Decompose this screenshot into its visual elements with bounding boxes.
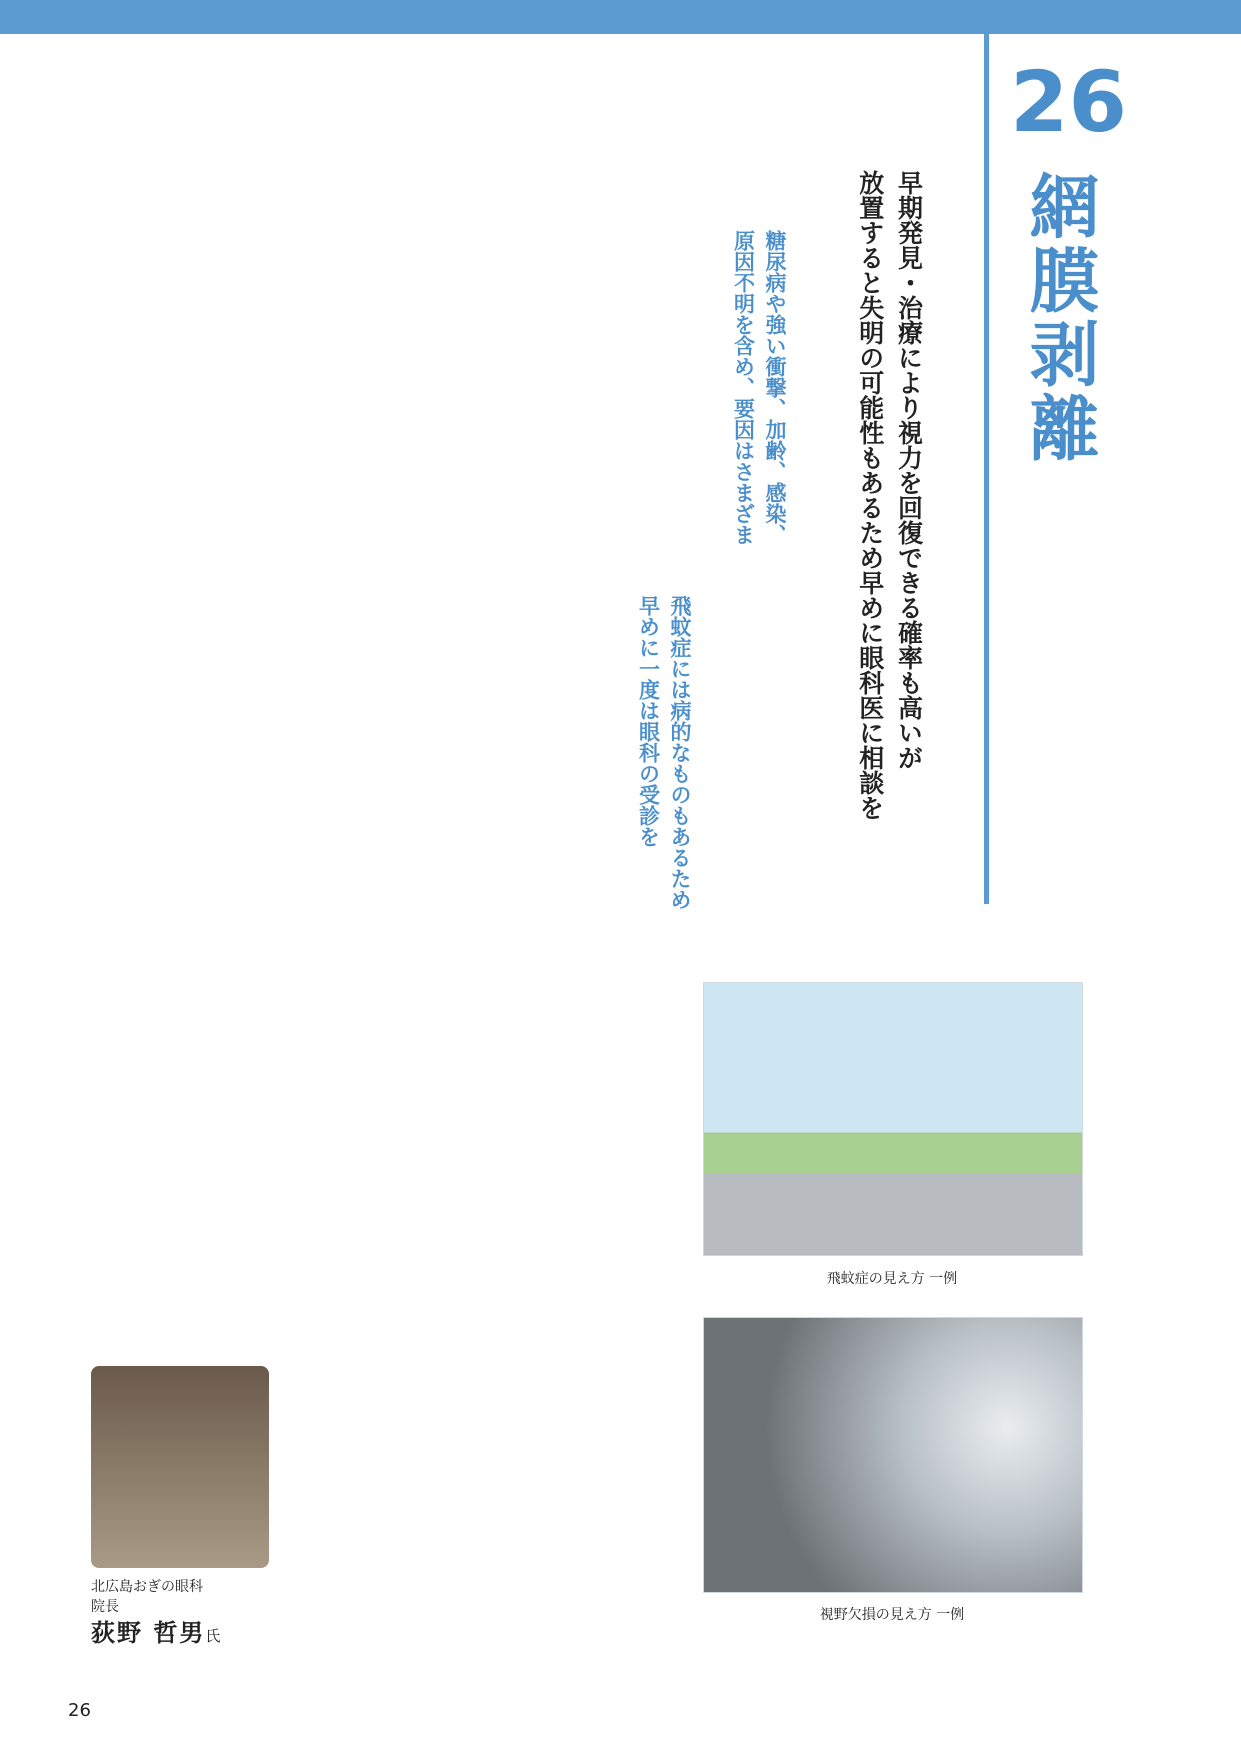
article-number: 26 xyxy=(1010,53,1127,151)
floaters-illustration xyxy=(703,982,1083,1256)
section-heading-floaters-line-2: 早めに一度は眼科の受診を xyxy=(636,595,661,847)
doctor-name: 荻野 哲男 xyxy=(91,1619,206,1648)
doctor-honorific: 氏 xyxy=(205,1627,221,1646)
article-subtitle xyxy=(850,170,928,870)
visual-field-loss-illustration xyxy=(703,1317,1083,1593)
floaters-caption: 飛蚊症の見え方 一例 xyxy=(826,1271,958,1287)
page-number: 26 xyxy=(68,1700,91,1721)
top-color-band xyxy=(0,0,1241,34)
subtitle-line-1: 早期発見・治療により視力を回復できる確率も高いが xyxy=(894,170,924,770)
title-divider-rule xyxy=(984,34,989,904)
doctor-credit xyxy=(91,1578,220,1651)
visual-field-loss-caption: 視野欠損の見え方 一例 xyxy=(819,1607,965,1623)
section-heading-causes xyxy=(727,230,790,730)
doctor-portrait xyxy=(91,1366,269,1568)
doctor-clinic: 北広島おぎの眼科 xyxy=(91,1579,203,1595)
section-heading-causes-line-1: 糖尿病や強い衝撃、加齢、感染、 xyxy=(763,230,787,545)
article-title: 網膜剥離 xyxy=(1018,170,1100,466)
section-heading-floaters xyxy=(632,595,695,995)
subtitle-line-2: 放置すると失明の可能性もあるため早めに眼科医に相談を xyxy=(855,170,885,820)
doctor-name-line xyxy=(91,1617,220,1651)
section-heading-causes-line-2: 原因不明を含め、要因はさまざま xyxy=(731,230,756,545)
doctor-role: 院長 xyxy=(91,1598,119,1615)
section-heading-floaters-line-1: 飛蚊症には病的なものもあるため xyxy=(668,595,692,910)
